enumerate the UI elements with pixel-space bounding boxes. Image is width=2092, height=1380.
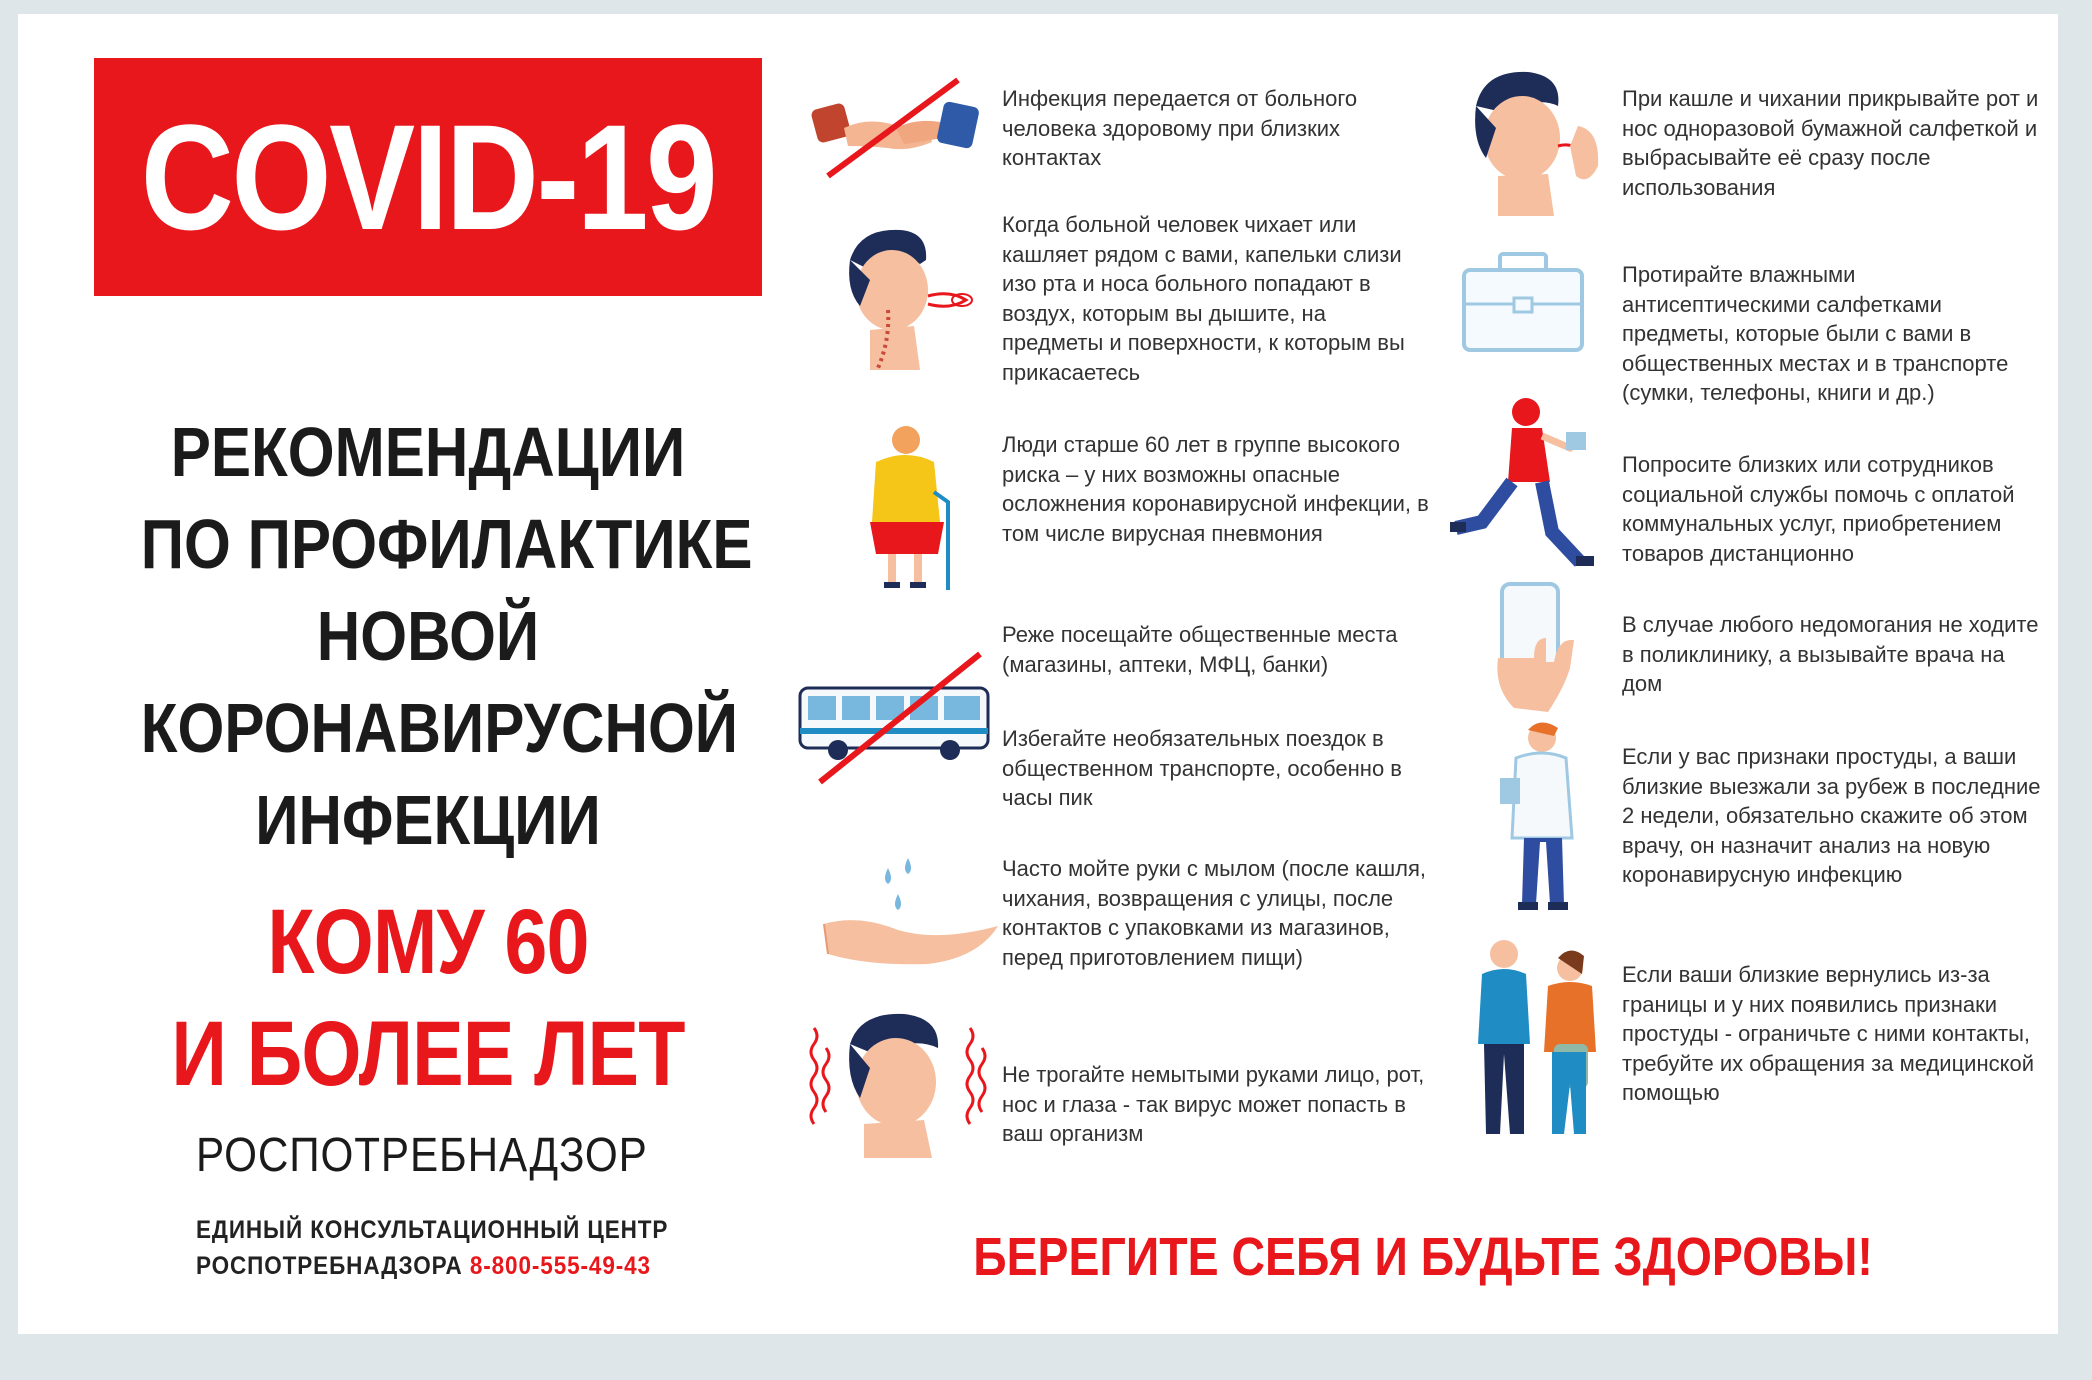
- organization-name: РОСПОТРЕБНАДЗОР: [196, 1129, 648, 1182]
- hotline-line2: РОСПОТРЕБНАДЗОРА: [196, 1252, 463, 1280]
- briefcase-icon: [1458, 246, 1588, 356]
- tip-text: Инфекция передается от больного человека здоровому при близких контактах: [1002, 86, 1358, 170]
- covid-banner: [94, 58, 762, 296]
- tip-text: Избегайте необязательных поездок в общественном транспорте, особенно в часы пик: [1002, 726, 1402, 810]
- target-line: КОМУ 60: [267, 891, 589, 993]
- tip-text: Попросите близких или сотрудников социальной службы помочь с оплатой коммунальных услуг, приобретением товаров дистанционно: [1622, 452, 2015, 566]
- tip-text: Не трогайте немытыми руками лицо, рот, нос и глаза - так вирус может попасть в ваш организм: [1002, 1062, 1425, 1146]
- cover-cough-icon: [1458, 66, 1608, 216]
- poster: [18, 14, 2058, 1334]
- hotline-line1: ЕДИНЫЙ КОНСУЛЬТАЦИОННЫЙ ЦЕНТР: [196, 1216, 669, 1244]
- tip-text: Реже посещайте общественные места (магазины, аптеки, МФЦ, банки): [1002, 622, 1398, 677]
- tip-text: Часто мойте руки с мылом (после кашля, чихания, возвращения с улицы, после контактов с упаковками из магазинов, перед приготовлением пищи): [1002, 856, 1427, 970]
- elderly-person-icon: [848, 422, 968, 592]
- handwash-icon: [818, 854, 1008, 974]
- hotline-phone[interactable]: 8-800-555-49-43: [469, 1252, 651, 1280]
- target-line: И БОЛЕЕ ЛЕТ: [171, 1003, 685, 1105]
- bus-crossed-icon: [790, 650, 1000, 786]
- tip-text: Когда больной человек чихает или кашляет рядом с вами, капельки слизи изо рта и носа больного попадают в воздух, которым вы дышите, на предметы и поверхности, к которым вы прикасаетесь: [1002, 212, 1405, 385]
- tip-text: В случае любого недомогания не ходите в поликлинику, а вызывайте врача на дом: [1622, 612, 2039, 696]
- title-line: КОРОНАВИРУСНОЙ: [140, 689, 739, 767]
- recommendations-title: [94, 406, 762, 866]
- phone-in-hand-icon: [1488, 578, 1598, 718]
- banner-title: COVID-19: [140, 92, 716, 261]
- target-group: [94, 886, 762, 1110]
- tip-text: Если ваши близкие вернулись из-за границы и у них появились признаки простуды - ограничьте с ними контакты, требуйте их обращения за медицинской помощью: [1622, 962, 2035, 1105]
- title-line: ПО ПРОФИЛАКТИКЕ: [140, 505, 753, 583]
- tip-text: Если у вас признаки простуды, а ваши близкие выезжали за рубеж в последние 2 недели, обязательно скажите об этом врачу, он назначит анализ на новую коронавирусную инфекцию: [1622, 744, 2041, 887]
- title-line: РЕКОМЕНДАЦИИ: [170, 413, 686, 491]
- tip-text: Люди старше 60 лет в группе высокого риска – у них возможны опасные осложнения коронавирусной инфекции, в том числе вирусная пневмония: [1002, 432, 1429, 546]
- handshake-crossed-icon: [808, 76, 988, 186]
- tip-text: Протирайте влажными антисептическими салфетками предметы, которые были с вами в общественных местах и в транспорте (сумки, телефоны, книги и др.): [1622, 262, 2009, 405]
- title-line: НОВОЙ: [316, 597, 540, 675]
- face-touch-icon: [804, 1008, 994, 1158]
- slogan: БЕРЕГИТЕ СЕБЯ И БУДЬТЕ ЗДОРОВЫ!: [973, 1227, 1873, 1287]
- travellers-icon: [1464, 934, 1614, 1144]
- title-line: ИНФЕКЦИИ: [255, 781, 601, 859]
- doctor-icon: [1480, 718, 1600, 918]
- sneezing-person-icon: [830, 220, 990, 370]
- hotline: [196, 1212, 668, 1284]
- tip-text: При кашле и чихании прикрывайте рот и нос одноразовой бумажной салфеткой и выбрасывайте её сразу после использования: [1622, 86, 2039, 200]
- courier-icon: [1442, 392, 1602, 572]
